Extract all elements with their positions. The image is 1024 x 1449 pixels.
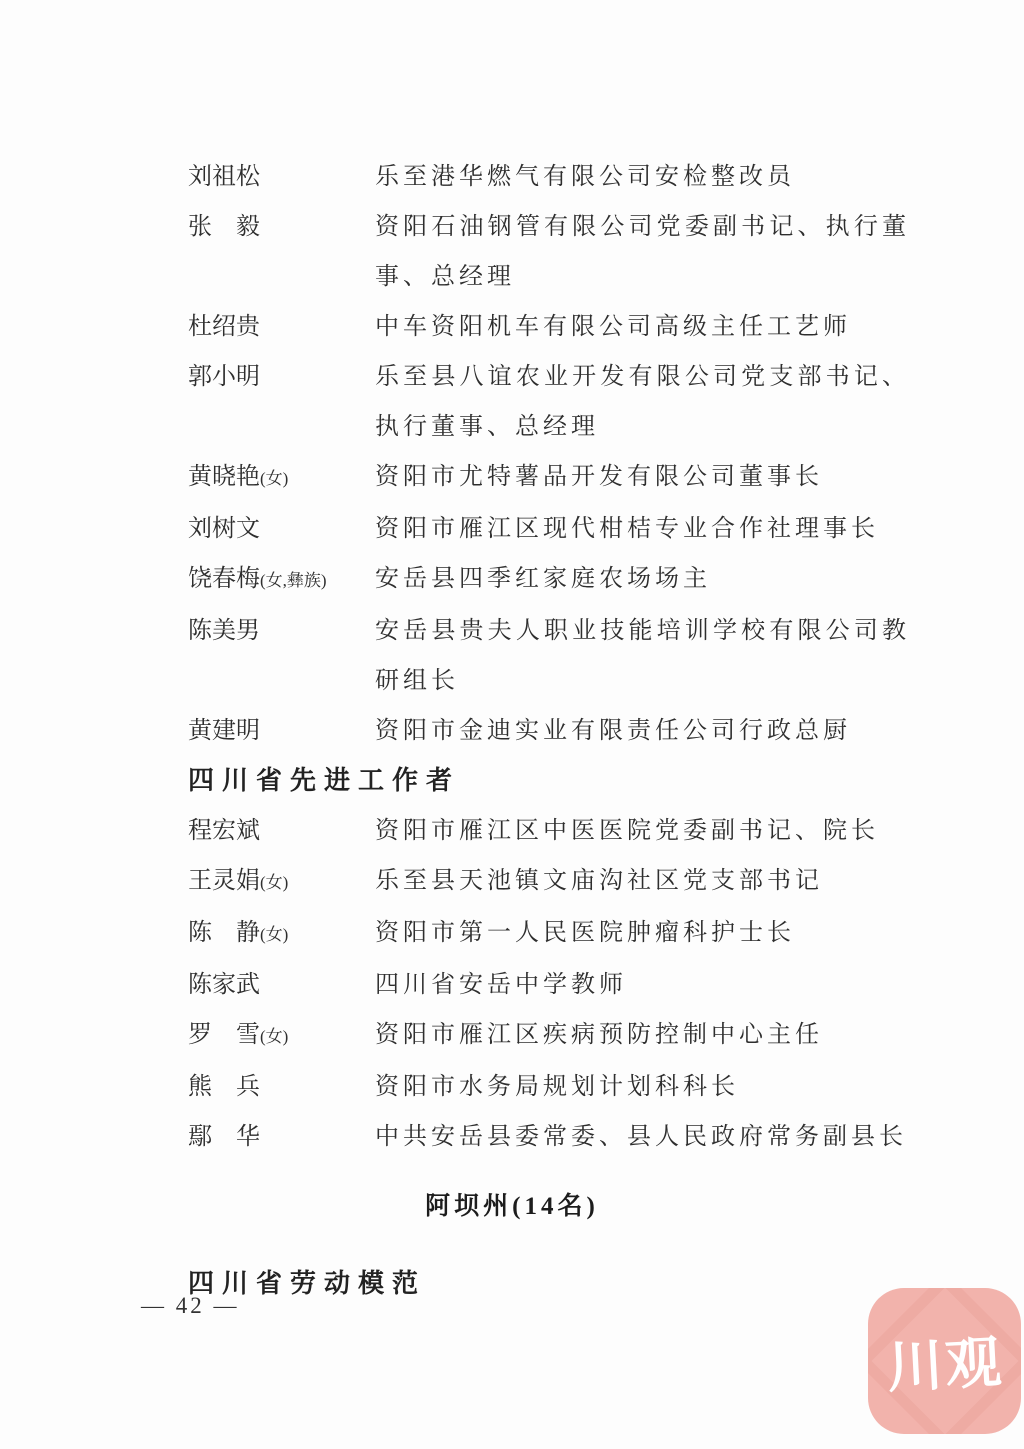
person-name: 杜绍贵 (188, 314, 260, 340)
person-name-cell (188, 554, 375, 606)
award-entry (188, 606, 910, 706)
award-entry (188, 960, 910, 1010)
person-title: 资阳市雁江区疾病预防控制中心主任 (375, 1022, 823, 1048)
person-name-cell (188, 806, 375, 856)
category-heading: 四川省劳动模范 (188, 1269, 427, 1298)
person-title: 资阳市金迪实业有限责任公司行政总厨 (375, 718, 851, 744)
logo-text: 川观 (885, 1332, 1005, 1400)
page-number: — 42 — (141, 1293, 240, 1318)
person-note: (女) (260, 469, 289, 488)
person-name-cell (188, 202, 375, 252)
person-title: 中共安岳县委常委、县人民政府常务副县长 (375, 1124, 907, 1150)
person-name-cell (188, 352, 375, 402)
person-note: (女) (260, 873, 289, 892)
award-entry (188, 152, 910, 202)
person-title: 资阳市水务局规划计划科科长 (375, 1074, 739, 1100)
chuanguan-watermark-logo (868, 1288, 1021, 1434)
person-title: 安岳县四季红家庭农场场主 (375, 566, 711, 592)
person-name-cell (188, 1062, 375, 1112)
award-entry (188, 706, 910, 756)
section-heading: 阿坝州(14名) (425, 1193, 599, 1220)
person-name: 陈美男 (188, 618, 260, 644)
person-name-cell (188, 706, 375, 756)
award-entry (188, 302, 910, 352)
person-name-cell (188, 1010, 375, 1062)
person-name: 黄建明 (188, 718, 260, 744)
person-note: (女) (260, 925, 289, 944)
person-name: 鄢 华 (188, 1124, 260, 1150)
award-entry (188, 504, 910, 554)
person-title: 乐至县天池镇文庙沟社区党支部书记 (375, 868, 823, 894)
person-name: 张 毅 (188, 214, 260, 240)
person-title: 安岳县贵夫人职业技能培训学校有限公司教研组长 (375, 618, 910, 694)
person-name-cell (188, 856, 375, 908)
person-title: 乐至港华燃气有限公司安检整改员 (375, 164, 795, 190)
award-entry (188, 856, 910, 908)
person-name: 陈 静 (188, 920, 260, 946)
award-entry (188, 202, 910, 302)
person-note: (女) (260, 1027, 289, 1046)
person-name: 王灵娟 (188, 868, 260, 894)
person-name: 刘祖松 (188, 164, 260, 190)
award-entry (188, 352, 910, 452)
person-name: 陈家武 (188, 972, 260, 998)
award-entry (188, 1062, 910, 1112)
person-title: 四川省安岳中学教师 (375, 972, 627, 998)
person-name-cell (188, 606, 375, 656)
award-entry (188, 1112, 910, 1162)
person-name-cell (188, 452, 375, 504)
person-name: 黄晓艳 (188, 464, 260, 490)
person-name-cell (188, 302, 375, 352)
person-name: 熊 兵 (188, 1074, 260, 1100)
award-list (188, 152, 910, 1309)
award-entry (188, 908, 910, 960)
person-name-cell (188, 1112, 375, 1162)
person-name: 罗 雪 (188, 1022, 260, 1048)
person-name-cell (188, 960, 375, 1010)
person-name: 刘树文 (188, 516, 260, 542)
award-entry (188, 452, 910, 504)
award-entry (188, 1010, 910, 1062)
person-title: 资阳市雁江区现代柑桔专业合作社理事长 (375, 516, 879, 542)
person-title: 资阳市尤特薯品开发有限公司董事长 (375, 464, 823, 490)
award-entry (188, 806, 910, 856)
person-note: (女,彝族) (260, 571, 327, 590)
person-name: 郭小明 (188, 364, 260, 390)
person-title: 资阳石油钢管有限公司党委副书记、执行董事、总经理 (375, 214, 910, 290)
person-name: 程宏斌 (188, 818, 260, 844)
person-title: 资阳市雁江区中医医院党委副书记、院长 (375, 818, 879, 844)
person-name-cell (188, 152, 375, 202)
person-name: 饶春梅 (188, 566, 260, 592)
category-heading: 四川省先进工作者 (188, 766, 461, 795)
person-title: 资阳市第一人民医院肿瘤科护士长 (375, 920, 795, 946)
person-name-cell (188, 908, 375, 960)
award-entry (188, 554, 910, 606)
person-name-cell (188, 504, 375, 554)
person-title: 中车资阳机车有限公司高级主任工艺师 (375, 314, 851, 340)
person-title: 乐至县八谊农业开发有限公司党支部书记、执行董事、总经理 (375, 364, 910, 440)
